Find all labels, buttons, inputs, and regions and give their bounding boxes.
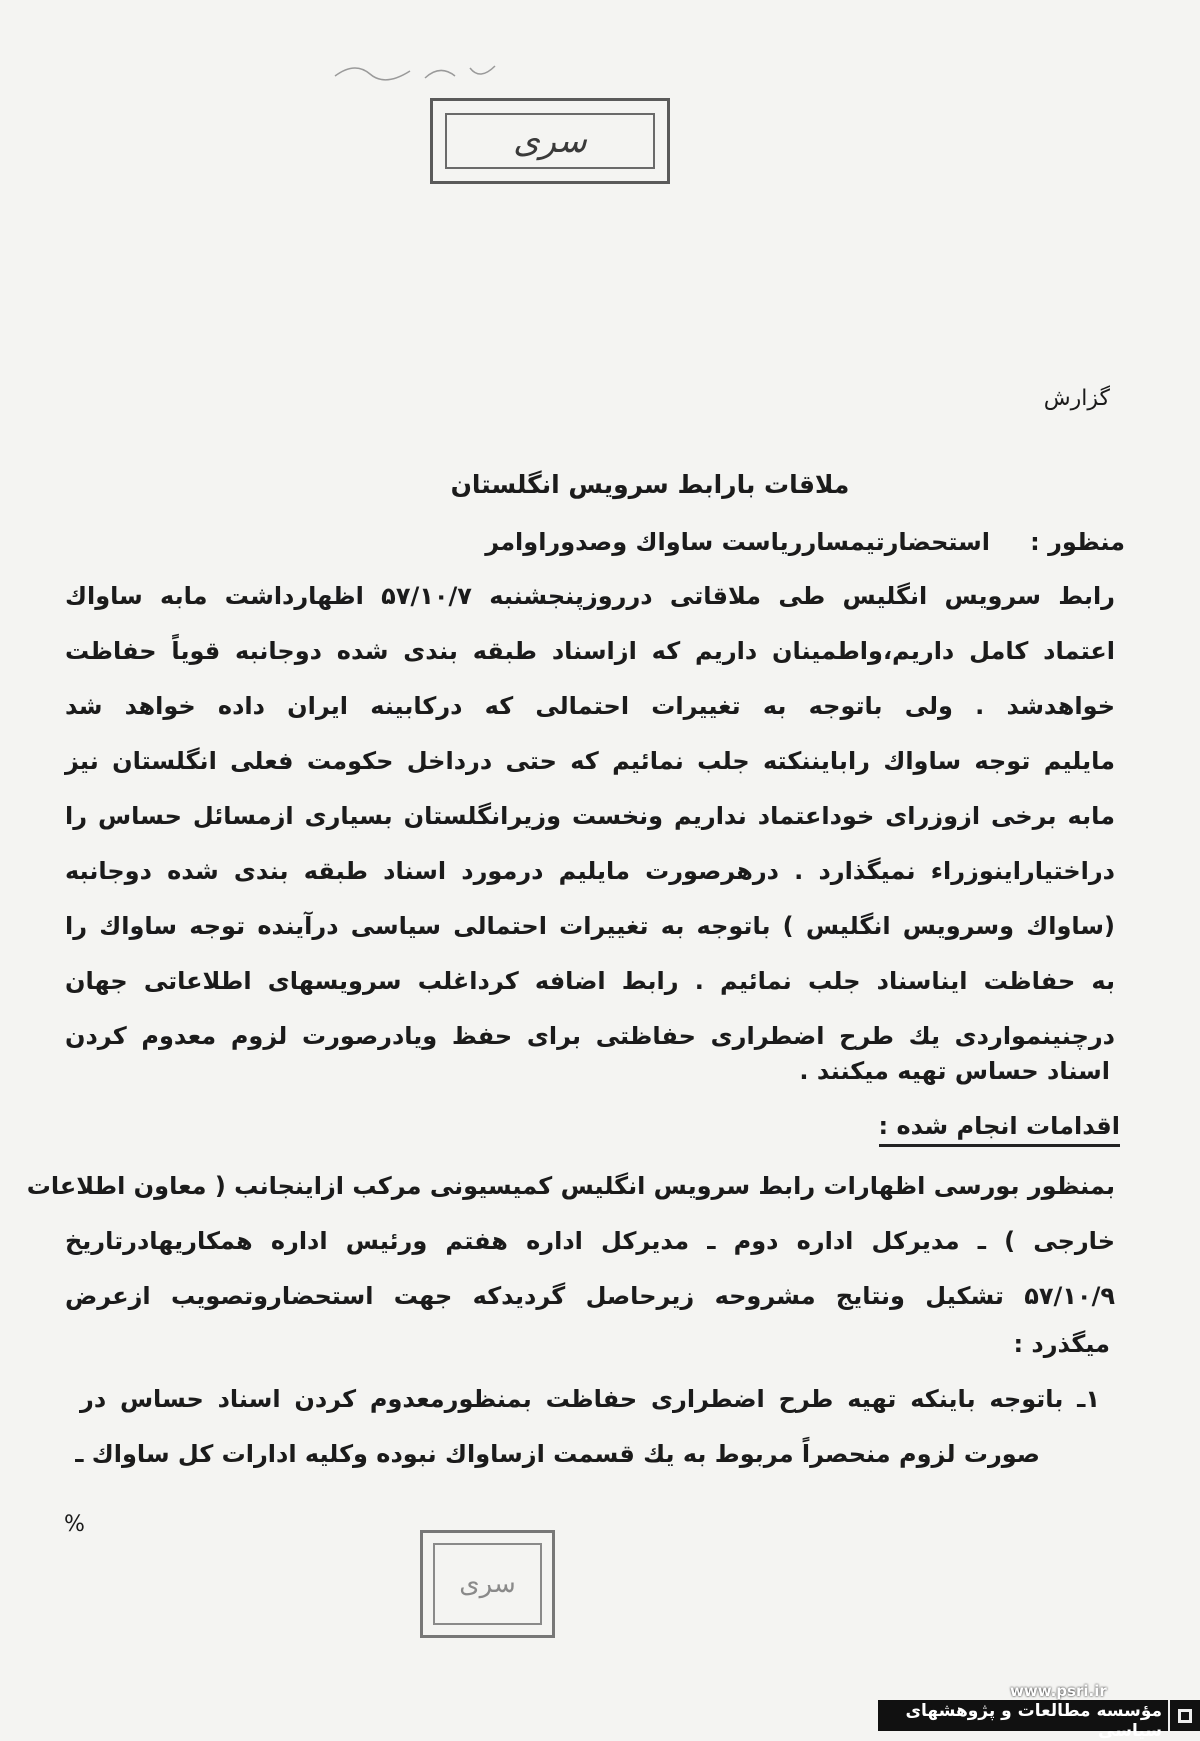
- action-line-3: ۵۷/۱۰/۹ تشکیل ونتایج مشروحه زیرحاصل گردیدکه جهت استحضاروتصویب ازعرض: [65, 1282, 1115, 1310]
- classification-stamp-bottom-text: سری: [433, 1543, 542, 1625]
- classification-stamp-top: [430, 98, 670, 184]
- body-line-10: اسناد حساس تهیه میکنند .: [799, 1057, 1110, 1085]
- institute-logo-icon: [1168, 1700, 1200, 1731]
- body-line-3: خواهدشد . ولی باتوجه به تغییرات احتمالی که درکابینه ایران داده خواهد شد: [65, 692, 1115, 720]
- body-line-7: (ساواك وسرویس انگلیس ) باتوجه به تغییرات احتمالی سیاسی درآینده توجه ساواك را: [65, 912, 1115, 940]
- body-line-1: رابط سرویس انگلیس طی ملاقاتی درروزپنجشنبه ۵۷/۱۰/۷ اظهارداشت مابه ساواك: [65, 582, 1115, 610]
- pen-scribble: [330, 56, 500, 86]
- body-line-6: دراختیاراینوزراء نمیگذارد . درهرصورت مایلیم درمورد اسناد طبقه بندی شده دوجانبه: [65, 857, 1115, 885]
- action-line-4: میگذرد :: [1013, 1330, 1110, 1358]
- item-1-line-2: صورت لزوم منحصراً مربوط به یك قسمت ازساواك نبوده وکلیه ادارات کل ساواك ـ: [75, 1440, 1040, 1468]
- purpose-label: منظور :: [1030, 528, 1125, 556]
- actions-heading: اقدامات انجام شده :: [879, 1112, 1120, 1147]
- body-line-9: درچنینمواردی یك طرح اضطراری حفاظتی برای حفظ ویادرصورت لزوم معدوم کردن: [65, 1022, 1115, 1050]
- percent-mark: %: [64, 1512, 85, 1537]
- institute-watermark: [878, 1700, 1200, 1741]
- classification-stamp-top-text: سری: [445, 113, 655, 169]
- body-line-5: مابه برخی ازوزرای خوداعتماد نداریم ونخست وزیرانگلستان بسیاری ازمسائل حساس را: [65, 802, 1115, 830]
- report-label: گزارش: [1043, 386, 1110, 411]
- action-line-1: بمنظور بورسی اظهارات رابط سرویس انگلیس کمیسیونی مرکب ازاینجانب ( معاون اطلاعات: [26, 1172, 1115, 1200]
- item-1-line-1: ۱ـ باتوجه باینکه تهیه طرح اضطراری حفاظت بمنظورمعدوم کردن اسناد حساس در: [80, 1385, 1100, 1413]
- institute-name: مؤسسه مطالعات و پژوهشهای سیاسی: [905, 1701, 1162, 1741]
- purpose-text: استحضارتیمسارریاست ساواك وصدوراوامر: [485, 528, 990, 556]
- body-line-2: اعتماد کامل داریم،واطمینان داریم که ازاسناد طبقه بندی شده دوجانبه قویاً حفاظت: [65, 637, 1115, 665]
- classification-stamp-bottom: [420, 1530, 555, 1638]
- institute-url: www.psri.ir: [1010, 1682, 1107, 1700]
- subject-title: ملاقات بارابط سرویس انگلستان: [450, 470, 850, 499]
- action-line-2: خارجی ) ـ مدیرکل اداره دوم ـ مدیرکل اداره هفتم ورئیس اداره همکاریهادرتاریخ: [65, 1227, 1115, 1255]
- body-line-4: مایلیم توجه ساواك رابایننکته جلب نمائیم که حتی درداخل حکومت فعلی انگلستان نیز: [65, 747, 1115, 775]
- body-line-8: به حفاظت ایناسناد جلب نمائیم . رابط اضافه کرداغلب سرویسهای اطلاعاتی جهان: [65, 967, 1115, 995]
